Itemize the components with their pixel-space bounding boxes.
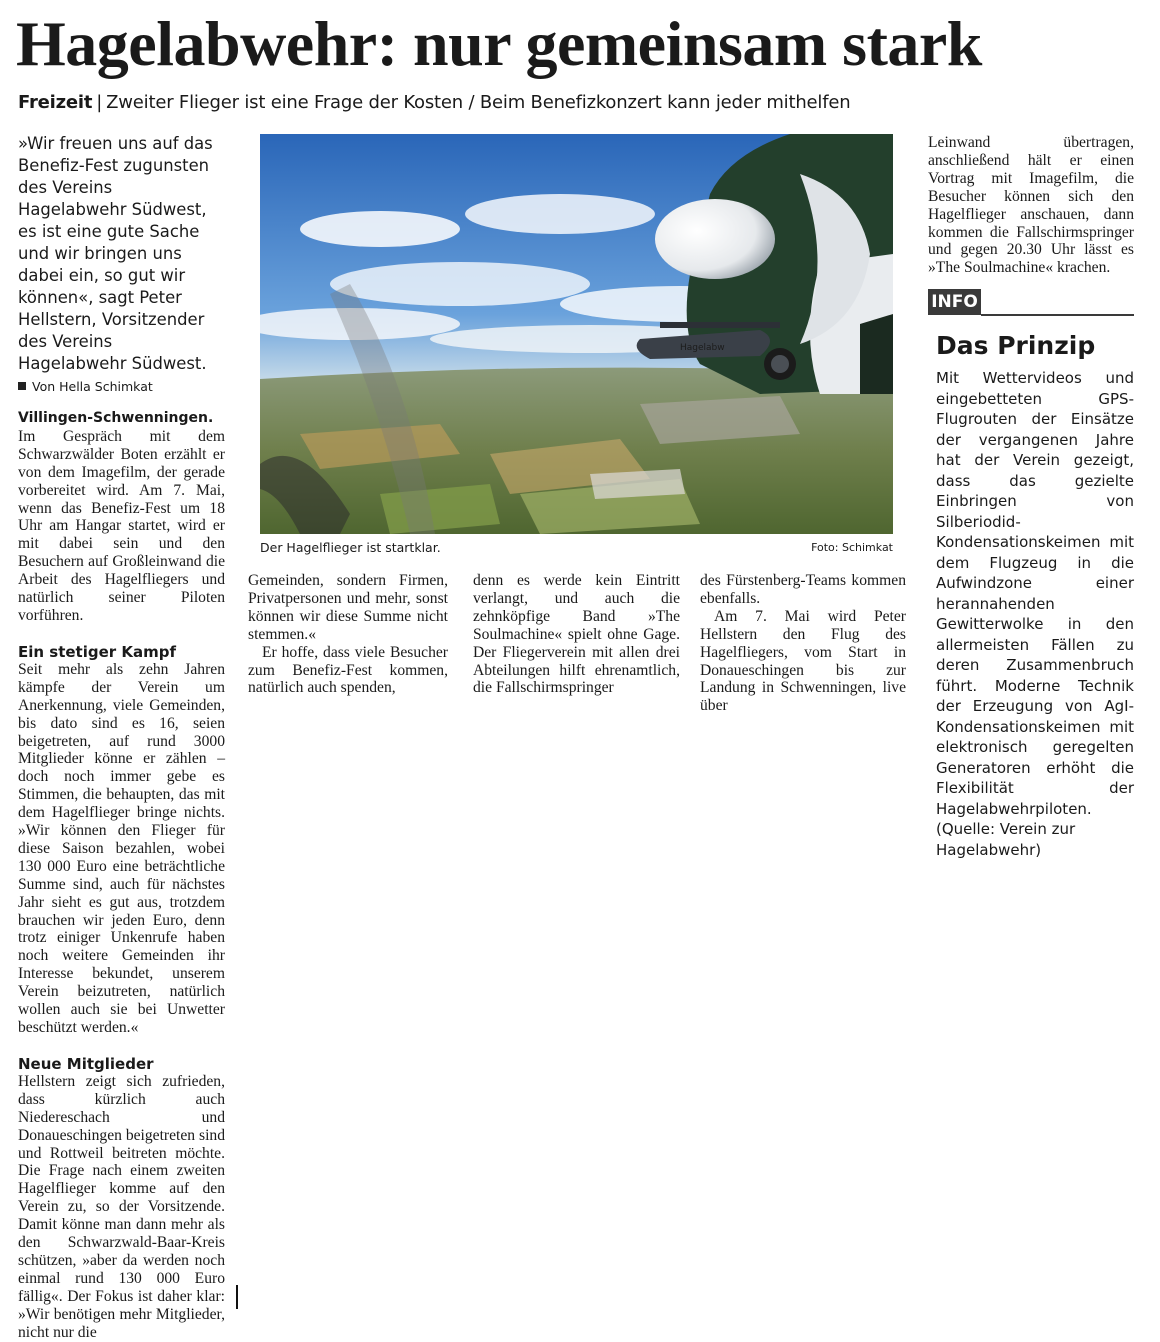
info-source: (Quelle: Verein zur Hagelabwehr) xyxy=(936,820,1076,859)
rubric: Freizeit xyxy=(18,92,93,113)
lead-paragraph: »Wir freuen uns auf das Benefiz-Fest zugunsten des Vereins Hagelabwehr Südwest, es ist eine gute Sache und wir bringen uns dabei ein, so gut wir können«, sagt Peter Hellstern, Vorsitzender des Vereins Hagelabwehr Südwest. xyxy=(18,134,213,373)
body-paragraph-3: Hellstern zeigt sich zufrieden, dass kürzlich auch Niedereschach und Donaueschingen beigetreten sind und Rottweil beitreten möchte. Die Frage nach einem zweiten Hagelflieger komme auf den Verein zu, so der Vorsitzende. Damit könne man dann mehr als den Schwarzwald-Baar-Kreis schützen, »aber da werden noch einmal rund 130 000 Euro fällig«. Der Fokus ist daher klar: »Wir benötigen mehr Mitglieder, nicht nur die xyxy=(18,1072,225,1341)
aircraft-photo xyxy=(260,134,893,534)
info-title: Das Prinzip xyxy=(936,331,1096,360)
body-paragraph-1 xyxy=(18,409,225,625)
body-paragraph-9: Leinwand übertragen, anschließend hält er einen Vortrag mit Imagefilm, die Besucher können sich den Hagelflieger anschauen, dann kommen die Fallschirmspringer und gegen 20.30 Uhr lässt es »The Soulmachine« krachen. xyxy=(928,134,1134,277)
heading-ein-stetiger-kampf: Ein stetiger Kampf xyxy=(18,642,177,661)
info-rule xyxy=(981,314,1134,316)
photo-credit: Foto: Schimkat xyxy=(811,541,893,554)
info-badge: INFO xyxy=(928,289,981,315)
body-paragraph-5: Er hoffe, dass viele Besucher zum Benefiz-Fest kommen, natürlich auch spenden, xyxy=(248,643,448,697)
column-4 xyxy=(700,572,906,715)
author-marker xyxy=(18,382,26,390)
info-box xyxy=(936,368,1134,860)
body-paragraph-7: des Fürstenberg-Teams kommen ebenfalls. xyxy=(700,572,906,607)
aircraft-lettering: Hagelabw xyxy=(680,343,725,353)
body-paragraph-6: denn es werde kein Eintritt verlangt, und auch die zehnköpfige Band »The Soulmachine« spielt ohne Gage. Der Fliegerverein mit allen drei Abteilungen hilft ehrenamtlich, die Fallschirmspringer xyxy=(473,572,680,697)
photo-caption xyxy=(260,540,893,558)
caption-text: Der Hagelflieger ist startklar. xyxy=(260,540,441,555)
headline: Hagelabwehr: nur gemeinsam stark xyxy=(16,8,982,79)
info-text: Mit Wettervideos und eingebetteten GPS-Flugrouten der Einsätze der vergangenen Jahre hat der Verein gezeigt, dass das gezielte Einbringen von Silberiodid-Kondensationskeimen mit dem Flugzeug in die Aufwindzone einer herannahenden Gewitterwolke in den allermeisten Fällen zu deren Zusammenbruch führt. Moderne Technik der Erzeugung von AgI-Kondensationskeimen mit elektronisch geregelten Generatoren erhöht die Flexibilität der Hagelabwehrpiloten. xyxy=(936,369,1134,818)
column-5 xyxy=(928,134,1134,277)
body-paragraph-4: Gemeinden, sondern Firmen, Privatpersonen und mehr, sonst können wir diese Summe nicht stemmen.« xyxy=(248,572,448,643)
body-paragraph-1-text: Im Gespräch mit dem Schwarzwälder Boten erzählt er von dem Imagefilm, der gerade vorbereitet wird. Am 7. Mai, wenn das Benefiz-Fest um 18 Uhr am Hangar startet, wird er mit dabei sein und den Besuchern auf Großleinwand die Arbeit des Hagelfliegers und natürlich seiner Piloten vorführen. xyxy=(18,427,225,624)
text-cursor-mark xyxy=(236,1285,238,1309)
subheadline-text: Zweiter Flieger ist eine Frage der Kosten / Beim Benefizkonzert kann jeder mithelfen xyxy=(106,92,851,113)
subheadline xyxy=(18,90,1158,116)
column-1 xyxy=(18,133,225,1342)
column-2 xyxy=(248,572,448,697)
author-line xyxy=(18,379,225,395)
rubric-separator: | xyxy=(96,92,103,113)
column-3 xyxy=(473,572,680,697)
heading-neue-mitglieder: Neue Mitglieder xyxy=(18,1054,154,1073)
body-paragraph-8: Am 7. Mai wird Peter Hellstern den Flug des Hagelfliegers, vom Start in Donaueschingen bis zur Landung in Schwenningen, live über xyxy=(700,607,906,715)
dateline: Villingen-Schwenningen. xyxy=(18,410,214,426)
body-paragraph-2: Seit mehr als zehn Jahren kämpfe der Verein um Anerkennung, viele Gemeinden, bis dato sind es 16, seien beigetreten, auf rund 3000 Mitglieder könne er zählen – doch noch immer gebe es Stimmen, die behaupten, das mit dem Hagelflieger bringe nichts. »Wir können den Flieger für diese Saison bezahlen, wobei 130 000 Euro eine beträchtliche Summe sind, auch für nächstes Jahr sieht es gut aus, trotzdem brauchen wir jeden Euro, denn trotz einiger Unkenrufe haben noch weitere Gemeinden ihr Interesse bekundet, unserem Verein beizutreten, natürlich wollen auch sie bei Unwetter beschützt werden.« xyxy=(18,660,225,1036)
author: Von Hella Schimkat xyxy=(32,379,153,394)
aircraft-photo-graphic xyxy=(260,134,893,534)
